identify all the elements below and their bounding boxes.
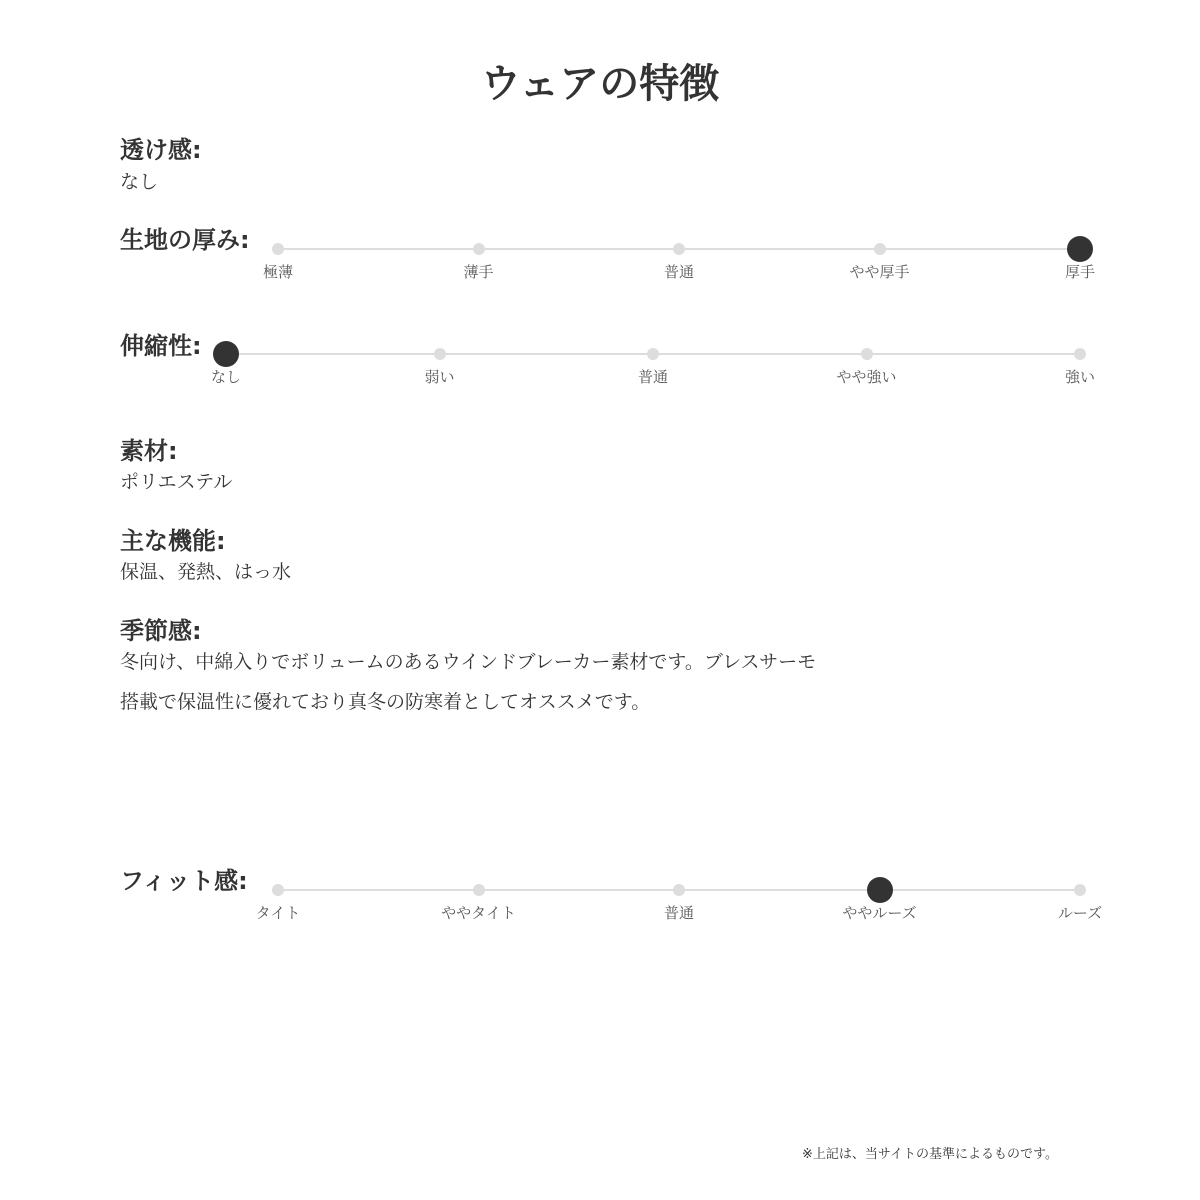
fit-dot [473, 884, 485, 896]
season-label: 季節感: [120, 617, 202, 645]
stretch-option-label: 普通 [637, 368, 669, 386]
material-value: ポリエステル [120, 471, 233, 493]
stretch-option-label: やや強い [836, 368, 897, 386]
stretch-dot [1074, 348, 1086, 360]
fit-option-label: タイト [255, 904, 301, 922]
season-line: 冬向け、中綿入りでボリュームのあるウインドブレーカー素材です。ブレスサーモ [120, 651, 817, 673]
sheerness-value: なし [120, 171, 159, 193]
thickness-option-label: やや厚手 [849, 263, 910, 281]
fit-dot [272, 884, 284, 896]
fit-option-label: ややタイト [441, 904, 516, 922]
footnote: ※上記は、当サイトの基準によるものです。 [802, 1147, 1058, 1162]
thickness-dot [272, 243, 284, 255]
fit-label: フィット感: [120, 867, 248, 895]
page-title: ウェアの特徴 [480, 61, 720, 107]
stretch-option-label: 弱い [424, 368, 455, 386]
thickness-dot [874, 243, 886, 255]
stretch-label: 伸縮性: [120, 332, 202, 360]
thickness-dot [473, 243, 485, 255]
thickness-label: 生地の厚み: [120, 226, 250, 254]
thickness-option-label: 極薄 [262, 263, 294, 281]
stretch-dot [647, 348, 659, 360]
stretch-scale [0, 353, 1200, 413]
stretch-option-label: なし [210, 368, 242, 386]
material-label: 素材: [120, 437, 178, 465]
stretch-selected-dot [213, 341, 239, 367]
thickness-selected-dot [1067, 236, 1093, 262]
functions-label: 主な機能: [120, 527, 226, 555]
fit-option-label: ルーズ [1057, 904, 1103, 922]
thickness-scale [0, 248, 1200, 308]
thickness-dot [673, 243, 685, 255]
thickness-option-label: 普通 [663, 263, 695, 281]
stretch-dot [861, 348, 873, 360]
thickness-option-label: 薄手 [463, 263, 494, 281]
season-line: 搭載で保温性に優れており真冬の防寒着としてオススメです。 [120, 691, 651, 713]
fit-option-label: ややルーズ [842, 904, 917, 922]
functions-value: 保温、発熱、はっ水 [120, 561, 292, 583]
stretch-dot [434, 348, 446, 360]
fit-dot [673, 884, 685, 896]
thickness-option-label: 厚手 [1064, 263, 1096, 281]
fit-dot [1074, 884, 1086, 896]
sheerness-label: 透け感: [120, 136, 202, 164]
stretch-option-label: 強い [1064, 368, 1096, 386]
fit-scale [0, 889, 1200, 949]
fit-selected-dot [867, 877, 893, 903]
fit-option-label: 普通 [663, 904, 695, 922]
